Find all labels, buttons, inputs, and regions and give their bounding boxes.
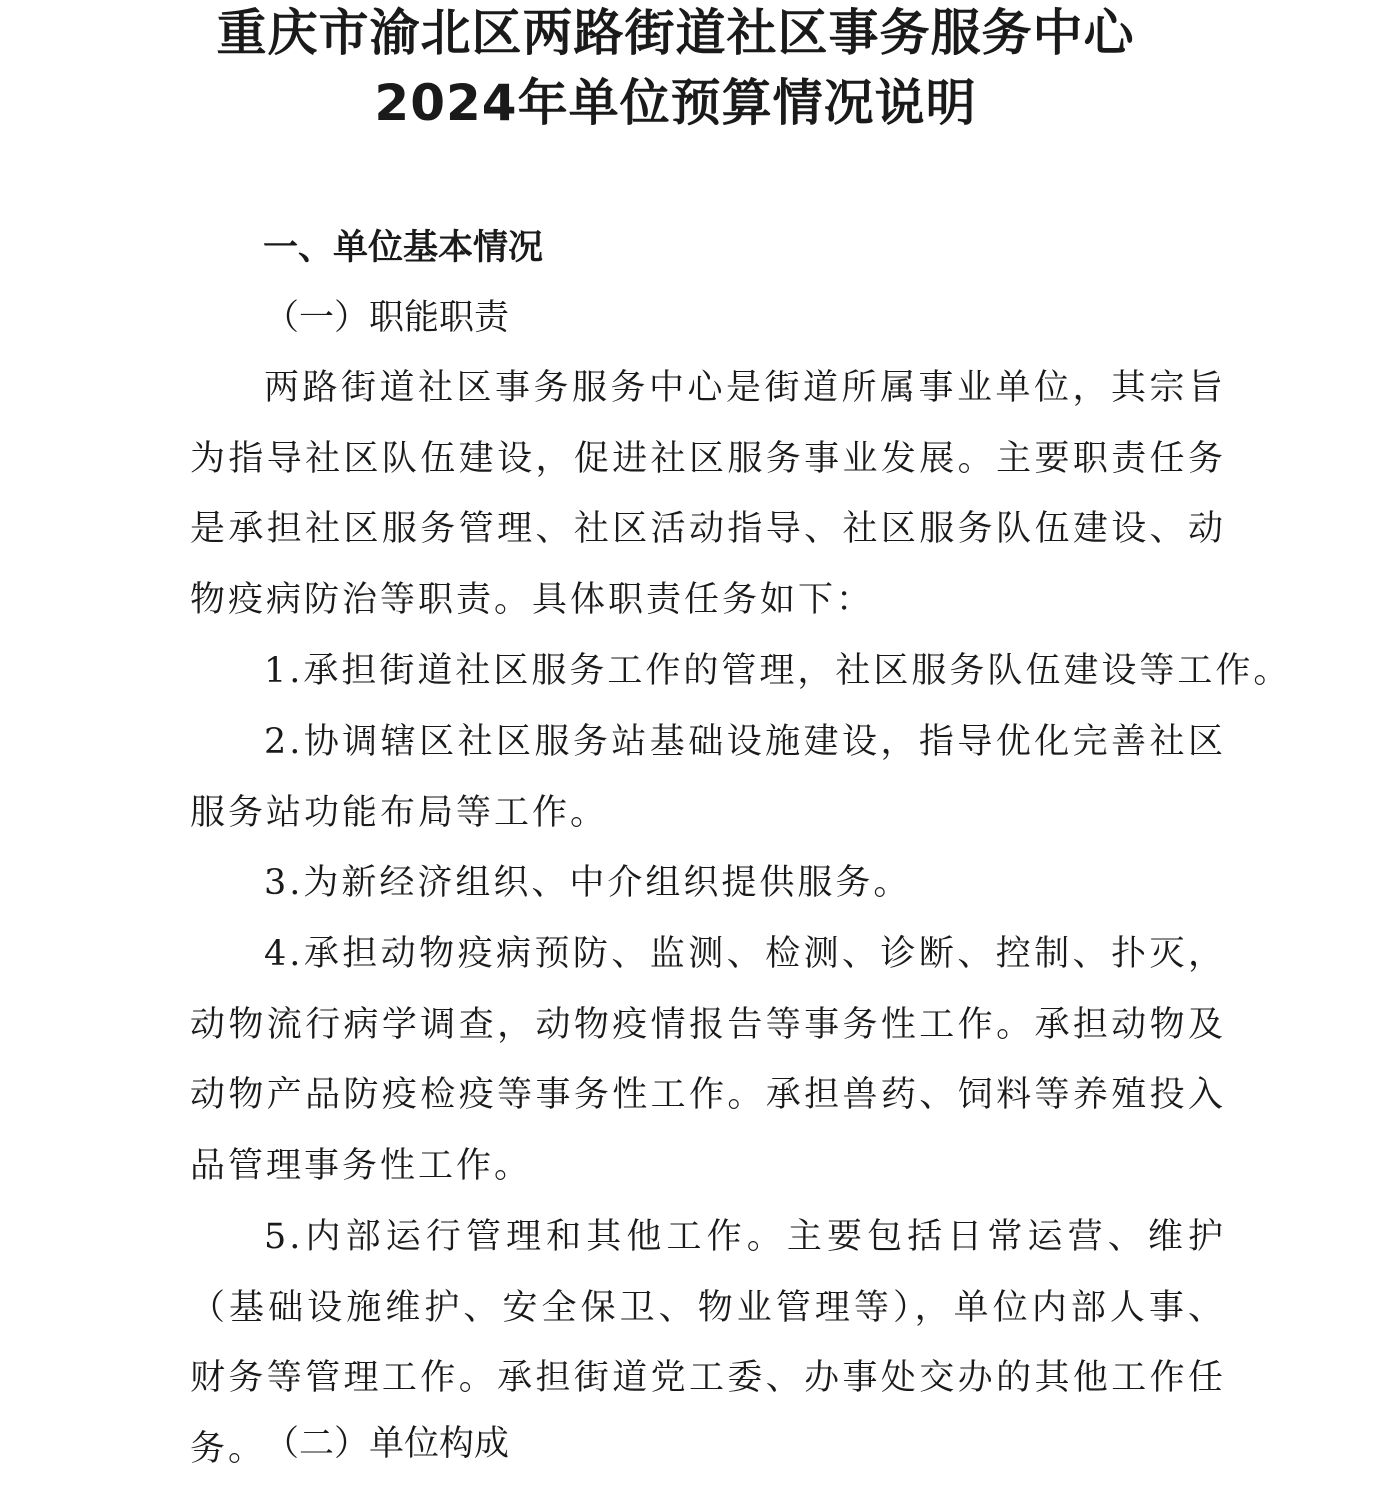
section-heading-basic-info: 一、单位基本情况 (263, 228, 544, 268)
intro-paragraph: 两路街道社区事务服务中心是街道所属事业单位，其宗旨为指导社区队伍建设，促进社区服务事业发展。主要职责任务是承担社区服务管理、社区活动指导、社区服务队伍建设、动物疫病防治等职责。具体职责任务如下： (190, 368, 1226, 621)
duty-item-5: 5.内部运行管理和其他工作。主要包括日常运营、维护（基础设施维护、安全保卫、物业管理等），单位内部人事、财务等管理工作。承担街道党工委、办事处交办的其他工作任务。 (190, 1217, 1226, 1470)
subsection-heading-duties: （一）职能职责 (264, 298, 510, 338)
document-title-line1: 重庆市渝北区两路街道社区事务服务中心 (216, 4, 1135, 62)
subsection-heading-composition: （二）单位构成 (264, 1424, 510, 1464)
document-title-line2: 2024年单位预算情况说明 (374, 74, 977, 132)
duty-item-4: 4.承担动物疫病预防、监测、检测、诊断、控制、扑灭，动物流行病学调查，动物疫情报告等事务性工作。承担动物及动物产品防疫检疫等事务性工作。承担兽药、饲料等养殖投入品管理事务性工作。 (190, 934, 1226, 1187)
duty-item-2: 2.协调辖区社区服务站基础设施建设，指导优化完善社区服务站功能布局等工作。 (190, 722, 1226, 833)
duty-item-1: 1.承担街道社区服务工作的管理，社区服务队伍建设等工作。 (264, 651, 1292, 691)
duty-item-3: 3.为新经济组织、中介组织提供服务。 (264, 863, 912, 903)
